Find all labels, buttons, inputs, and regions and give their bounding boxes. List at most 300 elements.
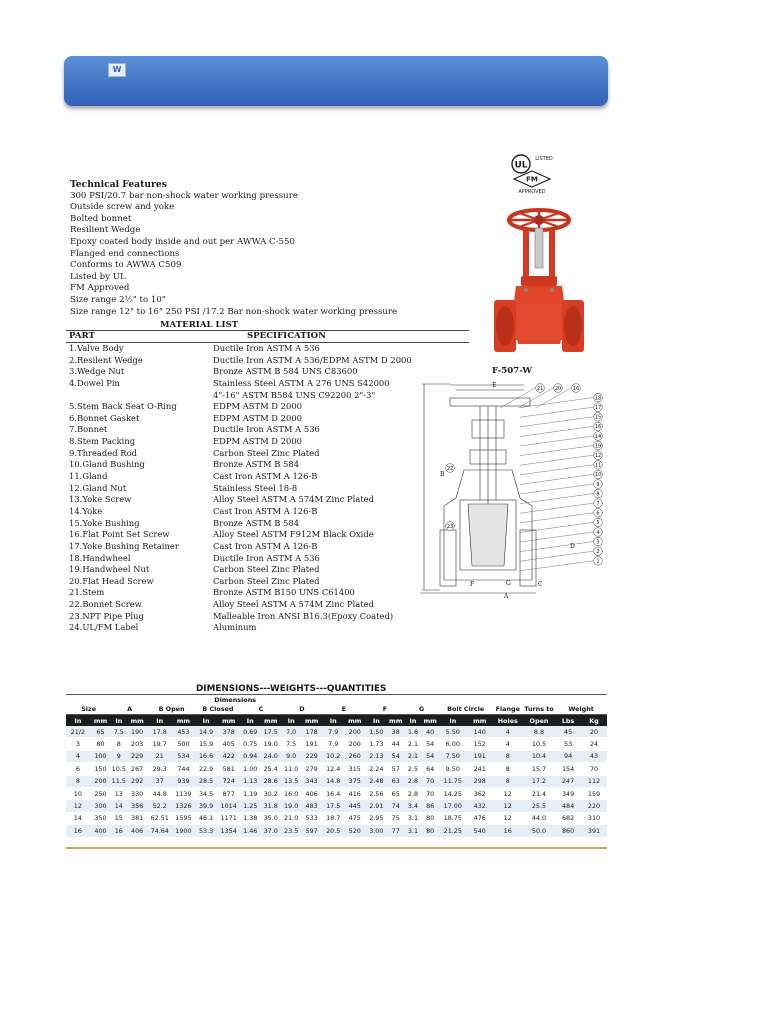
material-row [69, 355, 469, 367]
material-spec: Malleable Iron ANSI B16.3(Epoxy Coated) [213, 610, 394, 621]
table-cell: 533 [301, 812, 323, 824]
table-cell: 534 [172, 750, 196, 762]
table-cell: 724 [217, 775, 241, 787]
table-cell: 74 [387, 800, 404, 812]
table-cell: 860 [555, 825, 581, 837]
table-cell: 476 [467, 812, 493, 824]
material-list-title: MATERIAL LIST [160, 320, 239, 330]
material-spec: Ductile Iron ASTM A 536 [213, 343, 320, 353]
table-cell: 3 [66, 738, 90, 750]
material-spec: Carbon Steel Zinc Plated [213, 575, 320, 586]
table-cell: 520 [344, 825, 366, 837]
material-part: 22.Bonnet Screw [69, 599, 142, 610]
material-spec: EDPM ASTM D 2000 [213, 436, 303, 447]
material-part: 16.Flat Point Set Screw [69, 529, 170, 540]
valve-model-label: F-507-W [492, 366, 532, 376]
material-spec: Cast Iron ASTM A 126-B [213, 505, 318, 516]
callout-number: 15 [594, 414, 602, 421]
table-cell: 350 [90, 812, 112, 824]
table-cell: 3.1 [404, 825, 421, 837]
material-part: 24.UL/FM Label [69, 622, 139, 633]
table-cell: 1.46 [241, 825, 260, 837]
material-row [69, 553, 469, 565]
table-row [66, 775, 607, 787]
fm-mark: FM [526, 175, 538, 184]
table-cell: 500 [172, 738, 196, 750]
material-row [69, 448, 469, 460]
table-cell: 191 [301, 738, 323, 750]
table-cell: 15 [111, 812, 126, 824]
callout-leader [520, 513, 593, 523]
material-part: 3.Wedge Nut [69, 366, 125, 377]
callout-number: 23 [446, 523, 454, 530]
callout-number: 5 [596, 520, 600, 527]
table-cell: 422 [217, 750, 241, 762]
unit-header: Kg [581, 715, 607, 727]
material-row [69, 541, 469, 553]
table-cell: 1.25 [241, 800, 260, 812]
material-row [69, 436, 469, 448]
table-row [66, 812, 607, 824]
table-cell: 46.1 [195, 812, 217, 824]
table-cell: 267 [126, 763, 148, 775]
table-cell: 77 [387, 825, 404, 837]
callout-number: 20 [554, 385, 562, 392]
table-cell: 54 [387, 750, 404, 762]
material-spec: Stainless Steel 18-8 [213, 482, 298, 493]
listed-mark: LISTED [535, 156, 553, 162]
table-cell: 14 [66, 812, 90, 824]
table-cell: 37 [148, 775, 172, 787]
callout-leader [520, 398, 593, 408]
unit-header: In [111, 715, 126, 727]
material-spec: Alloy Steel ASTM A 574M Zinc Plated [213, 494, 374, 505]
table-cell: 2.5 [404, 763, 421, 775]
table-cell: 2.95 [366, 812, 388, 824]
feature-item: Bolted bonnet [70, 213, 132, 224]
feature-item: Outside screw and yoke [70, 202, 175, 213]
table-cell: 70 [422, 775, 439, 787]
unit-header: mm [301, 715, 323, 727]
table-cell: 1.38 [241, 812, 260, 824]
material-row [69, 390, 469, 402]
material-list-header [66, 330, 469, 343]
callout-number: 6 [596, 510, 600, 517]
table-cell: 190 [126, 726, 148, 738]
table-cell: 54 [422, 738, 439, 750]
material-row [69, 518, 469, 530]
table-cell: 21.4 [523, 787, 555, 799]
table-cell: 10 [66, 787, 90, 799]
column-header: Bolt Circle [439, 704, 493, 715]
table-cell: 21.0 [281, 812, 300, 824]
material-row [69, 494, 469, 506]
table-cell: 682 [555, 812, 581, 824]
callout-leader [520, 494, 593, 504]
footer-rule [66, 847, 607, 849]
material-row [69, 506, 469, 518]
material-row [69, 366, 469, 378]
callout-leader [520, 465, 593, 475]
unit-header: Lbs [555, 715, 581, 727]
material-row [69, 564, 469, 576]
table-cell: 19.0 [260, 738, 282, 750]
table-cell: 7.0 [281, 726, 300, 738]
material-row [69, 343, 469, 355]
table-cell: 28.6 [260, 775, 282, 787]
table-cell: 30.2 [260, 787, 282, 799]
table-cell: 203 [126, 738, 148, 750]
gate-valve-photo [486, 204, 592, 362]
material-row [69, 378, 469, 390]
table-cell: 15.7 [523, 763, 555, 775]
table-cell: 416 [344, 787, 366, 799]
table-cell: 100 [90, 750, 112, 762]
table-cell: 4 [66, 750, 90, 762]
table-cell: 2.48 [366, 775, 388, 787]
material-part: 13.Yoke Screw [69, 494, 132, 505]
callout-leader [520, 455, 593, 465]
table-cell: 31.8 [260, 800, 282, 812]
callout-leader [520, 446, 593, 456]
table-cell: 52.2 [148, 800, 172, 812]
part-column-header: PART [69, 331, 95, 341]
table-cell: 744 [172, 763, 196, 775]
table-cell: 7.9 [322, 726, 344, 738]
unit-header: mm [172, 715, 196, 727]
column-header: E [322, 704, 365, 715]
table-cell: 13 [111, 787, 126, 799]
table-cell: 65 [90, 726, 112, 738]
table-cell: 7.5 [281, 738, 300, 750]
material-spec: EDPM ASTM D 2000 [213, 401, 303, 412]
column-header: Flange [493, 704, 523, 715]
table-cell: 1.50 [366, 726, 388, 738]
callout-leader [520, 532, 593, 542]
column-header: B Open [148, 704, 195, 715]
table-cell: 4 [493, 726, 523, 738]
table-cell: 25.4 [260, 763, 282, 775]
unit-header: In [404, 715, 421, 727]
table-cell: 16 [111, 825, 126, 837]
column-header: A [111, 704, 148, 715]
table-cell: 0.69 [241, 726, 260, 738]
unit-header: mm [217, 715, 241, 727]
table-cell: 2.8 [404, 775, 421, 787]
table-cell: 8 [111, 738, 126, 750]
table-cell: 191 [467, 750, 493, 762]
material-row [69, 529, 469, 541]
table-row [66, 763, 607, 775]
unit-header: mm [389, 716, 403, 725]
table-cell: 53.3 [195, 825, 217, 837]
callout-leader [520, 561, 593, 571]
column-header: Size [66, 704, 111, 715]
material-row [69, 424, 469, 436]
table-cell: 405 [217, 738, 241, 750]
table-cell: 12 [493, 812, 523, 824]
callout-number: 1 [596, 558, 600, 565]
callout-number: 3 [596, 539, 600, 546]
table-cell: 11.5 [111, 775, 126, 787]
material-spec: Alloy Steel ASTM F912M Black Oxide [213, 529, 374, 540]
column-header: G [404, 704, 438, 715]
blank-cell [66, 695, 148, 704]
dim-g-label: G [506, 580, 511, 587]
table-cell: 6.00 [439, 738, 467, 750]
table-cell: 50.0 [523, 825, 555, 837]
table-cell: 349 [555, 787, 581, 799]
dim-b-label: B [440, 471, 445, 478]
table-cell: 7.9 [322, 738, 344, 750]
table-cell: 200 [344, 726, 366, 738]
table-cell: 44.0 [523, 812, 555, 824]
unit-header: In [439, 715, 467, 727]
material-row [69, 401, 469, 413]
dim-e-label: E [492, 382, 497, 389]
callout-number: 12 [594, 453, 602, 459]
table-cell: 2.8 [404, 787, 421, 799]
callout-leader [520, 407, 593, 417]
table-cell: 300 [90, 800, 112, 812]
table-cell: 9 [111, 750, 126, 762]
table-cell: 2.24 [366, 763, 388, 775]
callout-leader [520, 417, 593, 427]
table-cell: 1139 [172, 787, 196, 799]
table-cell: 250 [90, 787, 112, 799]
table-cell: 877 [217, 787, 241, 799]
table-cell: 14.9 [195, 726, 217, 738]
material-part: 8.Stem Packing [69, 436, 136, 447]
material-part: 6.Bonnet Gasket [69, 412, 140, 423]
table-cell: 391 [581, 825, 607, 837]
table-cell: 25.5 [523, 800, 555, 812]
table-row [66, 726, 607, 738]
table-cell: 35.0 [260, 812, 282, 824]
table-cell: 57 [387, 763, 404, 775]
ul-mark: UL [514, 160, 528, 171]
unit-header: mm [90, 715, 112, 727]
feature-item: Epoxy coated body inside and out per AWWA C-550 [70, 236, 295, 247]
callout-leader [520, 436, 593, 446]
table-cell: 17.5 [322, 800, 344, 812]
material-part: 9.Threaded Rod [69, 447, 137, 458]
callout-leader [520, 503, 593, 513]
material-spec: Stainless Steel ASTM A 276 UNS S42000 [213, 377, 390, 388]
unit-header: In [195, 715, 217, 727]
table-cell: 445 [344, 800, 366, 812]
table-cell: 74.64 [148, 825, 172, 837]
dim-f-label: F [470, 581, 475, 588]
table-cell: 94 [555, 750, 581, 762]
ul-fm-certification-logo [500, 153, 564, 195]
callout-number: 14 [594, 433, 602, 440]
table-cell: 3.00 [366, 825, 388, 837]
table-cell: 0.94 [241, 750, 260, 762]
callout-number: 10 [594, 472, 602, 479]
table-cell: 6 [66, 763, 90, 775]
table-cell: 21/2 [66, 726, 90, 738]
table-cell: 1.19 [241, 787, 260, 799]
valve-cross-section-drawing [420, 380, 608, 602]
table-group-row [66, 695, 607, 704]
material-spec: Carbon Steel Zinc Plated [213, 564, 320, 575]
callout-number: 19 [594, 443, 602, 450]
material-part: 20.Flat Head Screw [69, 575, 154, 586]
table-cell: 14.25 [439, 787, 467, 799]
header-banner [64, 56, 608, 106]
table-cell: 1.13 [241, 775, 260, 787]
material-spec: Bronze ASTM B 584 UNS C83600 [213, 366, 358, 377]
table-header-row [66, 704, 607, 715]
table-row [66, 825, 607, 837]
callout-number: 16 [594, 424, 602, 431]
table-cell: 44 [387, 738, 404, 750]
table-cell: 159 [581, 787, 607, 799]
callout-number: 8 [596, 491, 600, 498]
callout-number: 17 [594, 405, 602, 411]
callout-number: 4 [596, 529, 600, 536]
material-part: 23.NPT Pipe Plug [69, 610, 144, 621]
table-cell: 12 [66, 800, 90, 812]
material-row [69, 459, 469, 471]
table-cell: 298 [467, 775, 493, 787]
table-cell: 375 [344, 775, 366, 787]
table-cell: 24 [581, 738, 607, 750]
unit-header: mm [344, 715, 366, 727]
table-cell: 19.0 [281, 800, 300, 812]
table-cell: 17.00 [439, 800, 467, 812]
table-cell: 23.5 [281, 825, 300, 837]
callout-number: 7 [596, 501, 600, 507]
unit-header: In [66, 715, 90, 727]
table-cell: 2.13 [366, 750, 388, 762]
table-cell: 356 [126, 800, 148, 812]
table-cell: 2.1 [404, 738, 421, 750]
material-row [69, 483, 469, 495]
table-cell: 17.5 [260, 726, 282, 738]
table-cell: 12 [493, 787, 523, 799]
unit-header: mm [126, 715, 148, 727]
table-cell: 484 [555, 800, 581, 812]
table-cell: 21.25 [439, 825, 467, 837]
table-cell: 400 [90, 825, 112, 837]
table-cell: 540 [467, 825, 493, 837]
material-spec: EDPM ASTM D 2000 [213, 412, 303, 423]
table-cell: 362 [467, 787, 493, 799]
table-cell: 40 [422, 726, 439, 738]
table-cell: 39.9 [195, 800, 217, 812]
table-cell: 343 [301, 775, 323, 787]
column-header: Weight [555, 704, 607, 715]
table-cell: 80 [90, 738, 112, 750]
feature-item: 300 PSI/20.7 bar non-shock water working pressure [70, 190, 298, 201]
table-cell: 86 [422, 800, 439, 812]
table-cell: 10.5 [523, 738, 555, 750]
table-cell: 70 [581, 763, 607, 775]
material-part: 5.Stem Back Seat O-Ring [69, 401, 177, 412]
table-cell: 150 [90, 763, 112, 775]
table-cell: 18.7 [322, 812, 344, 824]
table-cell: 1900 [172, 825, 196, 837]
material-spec: Ductile Iron ASTM A 536/EDPM ASTM D 2000 [213, 354, 412, 365]
table-cell: 310 [581, 812, 607, 824]
material-part: 4.Dowel Pin [69, 377, 120, 388]
column-header: F [366, 704, 405, 715]
table-cell: 3.4 [404, 800, 421, 812]
table-cell: 43 [581, 750, 607, 762]
material-list [69, 343, 469, 634]
dim-d-label: D [570, 543, 575, 550]
table-cell: 4 [493, 738, 523, 750]
unit-header: Holes [493, 715, 523, 727]
table-cell: 220 [581, 800, 607, 812]
table-row [66, 738, 607, 750]
table-cell: 14 [111, 800, 126, 812]
table-cell: 16.0 [281, 787, 300, 799]
table-cell: 597 [301, 825, 323, 837]
material-spec: Ductile Iron ASTM A 536 [213, 424, 320, 435]
unit-header: In [322, 715, 344, 727]
feature-item: Listed by UL [70, 271, 126, 282]
table-cell: 112 [581, 775, 607, 787]
column-header: C [241, 704, 282, 715]
table-cell: 38 [387, 726, 404, 738]
table-cell: 406 [301, 787, 323, 799]
table-cell: 22.9 [195, 763, 217, 775]
dim-c-label: C [538, 581, 543, 588]
material-part: 12.Gland Nut [69, 482, 127, 493]
table-cell: 0.75 [241, 738, 260, 750]
table-cell: 10.4 [523, 750, 555, 762]
material-row [69, 599, 469, 611]
table-cell: 75 [387, 812, 404, 824]
table-cell: 64 [422, 763, 439, 775]
table-cell: 475 [344, 812, 366, 824]
unit-header: In [281, 715, 300, 727]
table-cell: 8.8 [523, 726, 555, 738]
table-row [66, 800, 607, 812]
table-cell: 2.1 [404, 750, 421, 762]
table-cell: 11.75 [439, 775, 467, 787]
callout-leader [520, 474, 593, 484]
feature-item: FM Approved [70, 283, 130, 294]
table-cell: 406 [126, 825, 148, 837]
table-cell: 154 [555, 763, 581, 775]
material-spec: Bronze ASTM B150 UNS C61400 [213, 587, 355, 598]
table-cell: 17.2 [523, 775, 555, 787]
column-header: Turns to [524, 705, 554, 713]
table-cell: 12 [493, 800, 523, 812]
table-cell: 939 [172, 775, 196, 787]
technical-features-title: Technical Features [70, 179, 167, 190]
callout-number: 16 [572, 385, 580, 392]
material-row [69, 576, 469, 588]
table-cell: 1014 [217, 800, 241, 812]
table-cell: 80 [422, 825, 439, 837]
table-cell: 11.0 [281, 763, 300, 775]
unit-header: mm [260, 715, 282, 727]
table-cell: 1354 [217, 825, 241, 837]
table-cell: 80 [422, 812, 439, 824]
table-cell: 12.4 [322, 763, 344, 775]
table-cell: 292 [126, 775, 148, 787]
table-row [66, 750, 607, 762]
material-row [69, 611, 469, 623]
unit-header: mm [423, 716, 437, 725]
unit-header: Open [523, 715, 555, 727]
table-cell: 229 [301, 750, 323, 762]
